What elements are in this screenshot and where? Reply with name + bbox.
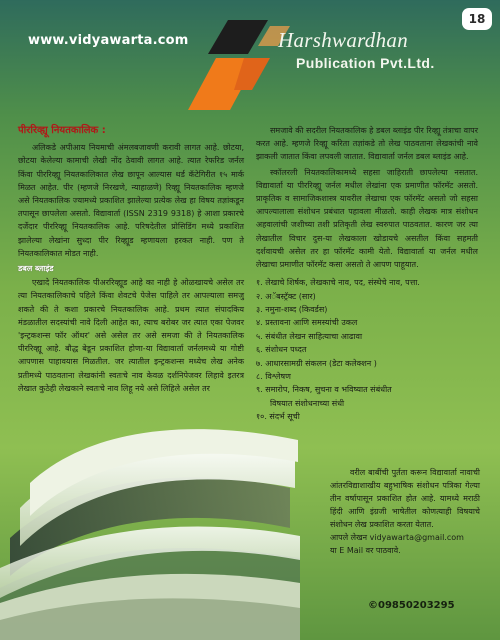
list-item: ९. समारोप, निकष, सुचना व भविष्यात संबंधीत — [256, 385, 392, 395]
paragraph: अलिकडे अपीआय नियमाची अंमलबजावणी करावी लागत आहे. छोटया, छोटया केलेल्या कामाची लेखी नोंद ठेवावी लागत आहे. त्यात रेफरिड जर्नल किंवा पीररिव्ह्यू नियतकालिकात लेख छापून आल्यास थर्ड कॅटेगिरीत १५ मार्क मिळत आहेत. पीर (म्हणजे निरखणे, न्याहाळणे) रिव्ह्यू नियतकालिक म्हणजे असे नियतकालिक ज्यामध्ये प्रकाशित झालेल्या प्रत्येक लेख हा विषय तज्ञांकडून तपासून छापलेला असतो. विद्यावार्ता (ISSN 2319 9318) हे आशा प्रकारचे दर्जेदार पीररिव्ह्यू नियतकालिक आहे. परिषदेतील प्रोसिडिंग मध्ये प्रकाशित झालेल्या लेखांना सुध्दा पीर रिव्ह्यूड म्हणायला हरकत नाही. पण ते नियतकालिकात मोडत नाही. — [18, 143, 244, 258]
email-line-2: या E Mail वर पाठवावे. — [330, 546, 401, 555]
website-url[interactable]: www.vidyawarta.com — [28, 33, 189, 48]
phone-number[interactable]: ©09850203295 — [368, 600, 455, 611]
closing-paragraph: वरील बाबींची पुर्तता करून विद्यावार्ता नावाची आंतरविद्याशाखीय बहुभाषिक संशोधन पत्रिका गेल्या तीन वर्षापासून प्रकाशित होत आहे. यामध्ये मराठी हिंदी आणि इंग्रजी भाषेतील कोणत्याही विषयाचे संशोधन लेख प्रकाशित करता येतात. — [330, 468, 480, 529]
closing-block — [330, 466, 480, 557]
books-illustration-icon — [0, 388, 300, 640]
paragraph: स्कॉलरली नियतकालिकामध्ये सहसा जाहिराती छापलेल्या नसतात. विद्यावार्ता या पीररिव्ह्यू जर्नल मधील लेखांना एक प्रमाणीत फॉरमॅट असतो. प्राकृतिक व सामाजिकशास्त्र यावरील लेखाचा एक फॉरमॅट असतो जो सहसा आपल्यालाला संशोधन प्रबंधात पहावला मीळतो. काही लेखक मात्र संशोधन अहवालांची जशीच्या तशी प्रतिकृती लेख स्वरुपात पाठवतात. कारण जर त्या लेखातील विचार दुस-या लेखकाला खोडायचे असतील किंवा सहमती दर्शवायची असेल तर हा फॉरमॅट कामी येतो. विद्यावार्ता या जर्नल मधील लेखाचा प्रमाणीत फॉरमॅट कसा असतो ते आपण पाहूयात. — [256, 167, 478, 270]
list-item: २. अॅबस्ट्रॅक्ट (सार) — [256, 291, 316, 301]
format-list — [256, 277, 478, 423]
right-column — [256, 124, 478, 428]
page-number-badge: 18 — [462, 8, 492, 30]
list-item: ५. संबंधीत लेखन साहित्याचा आढावा — [256, 331, 363, 341]
subheading: डबल ब्लाइंड — [18, 264, 54, 274]
list-item: ४. प्रस्तावना आणि समस्यांची उकल — [256, 318, 358, 328]
list-item: १. लेखाचे शिर्षक, लेखकाचे नाव, पद, संस्थेचे नाव, पत्ता. — [256, 278, 420, 288]
list-item: ३. नमुना-शब्द (किवर्डस) — [256, 305, 328, 315]
publisher-line1: Harshwardhan — [278, 28, 409, 52]
list-item: ७. आधारसामग्री संकलन (डेटा कलेक्शन ) — [256, 358, 377, 368]
publisher-name — [278, 28, 435, 71]
list-item: १०. संदर्भ सूची — [256, 412, 300, 422]
list-item: विषयात संशोधनाच्या संधी — [270, 398, 345, 408]
list-item: ६. संशोधन पध्दत — [256, 345, 307, 355]
paragraph: समजावे की सदरील नियतकालिक हे डबल ब्लाइंड पीर रिव्ह्यू तंत्राचा वापर करत आहे. म्हणजे रिव्ह्यू करिता तज्ञांकडे तो लेख पाठवताना लेखकांची नावे झाकली जातात किंवा लपवली जातात. विद्यावार्ता जर्नल डबल ब्लाइंड आहे. — [256, 126, 478, 162]
publisher-line2: Publication Pvt.Ltd. — [296, 55, 435, 71]
section-heading: पीररिव्ह्यू नियतकालिक : — [18, 125, 106, 136]
left-column — [18, 124, 244, 397]
list-item: ८. विश्लेषण — [256, 372, 291, 382]
email-line[interactable]: आपले लेखन vidyawarta@gmail.com — [330, 533, 464, 542]
paragraph: एखादे नियतकालिक पीअररिव्ह्यूड आहे का नाही हे ओळखायचे असेल तर त्या नियतकालिकाचे पहिले किंवा शेवटचे पेजेस पाहिले तर आपल्याला समजु शकते की ते कशा प्रकारचे नियतकालिक आहे. प्रथम त्यात संपादकिय मंडळातील सदस्यांची नावे दिली आहेत का, त्याच बरोबर जर त्यात एका पेजवर 'इन्ट्रकशन्स फॉर ऑथर' असे असेल तर असे समजा की ते नियतकालिक पीररिव्ह्यू आहे. बौद्ध बेडून प्रकाशित होणा-या विद्यावार्ता जर्नलमध्ये या गोष्टी आपणास पाहावयास मिळतील. जर त्यातील इन्ट्रकशन्स मध्येच लेख अनेक प्रतीमध्ये पाठवताना लेखकांनी स्वतःचे नाव केवळ दर्शनिपेजवर लिहावे इतरत्र लेखात कुठेही लेखकाने स्वतःचे नाव लिहू नये असे लिहिले असेल तर — [18, 278, 244, 393]
